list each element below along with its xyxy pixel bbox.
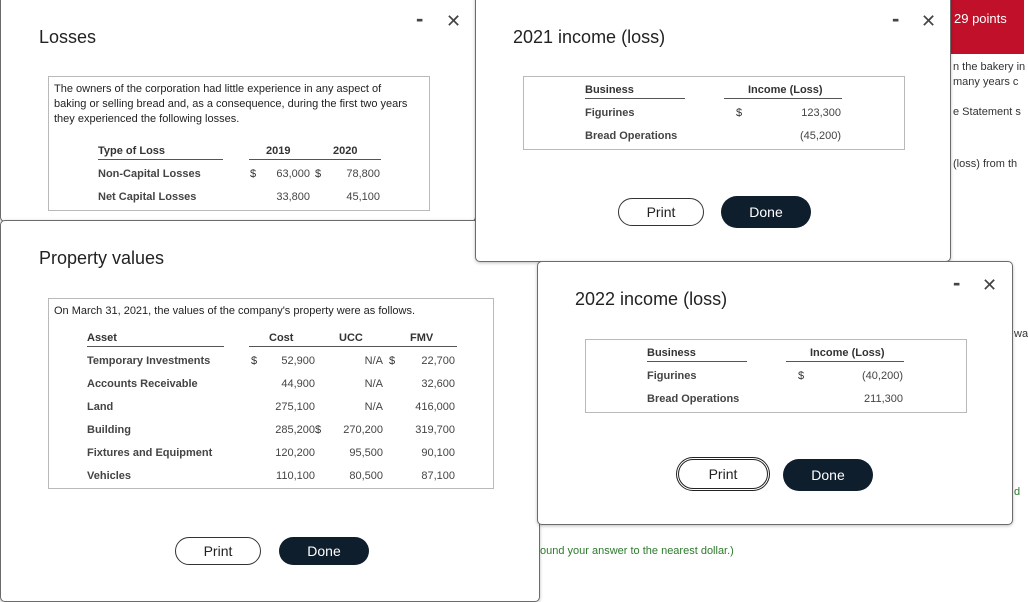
col-header-cost: Cost bbox=[269, 332, 294, 344]
done-button[interactable]: Done bbox=[279, 537, 369, 565]
asset-ucc: N/A bbox=[364, 355, 383, 367]
bg-snippet: n the bakery in bbox=[953, 61, 1026, 73]
asset-cost: 285,200 bbox=[275, 424, 315, 436]
bg-snippet: wa bbox=[1014, 328, 1028, 340]
done-button[interactable]: Done bbox=[721, 196, 811, 228]
col-header-2019: 2019 bbox=[266, 145, 291, 157]
bg-snippet: d bbox=[1014, 486, 1021, 498]
income-2022-dialog bbox=[537, 261, 1013, 525]
asset-ucc: 80,500 bbox=[349, 470, 383, 482]
losses-paragraph: The owners of the corporation had little experience in any aspect of baking or selling bread and, as a consequence, during the first two years they experienced the following losses. bbox=[54, 83, 408, 125]
print-button[interactable]: Print bbox=[618, 198, 704, 226]
income-value: (45,200) bbox=[800, 130, 841, 142]
row-label: Net Capital Losses bbox=[98, 191, 197, 203]
currency-sign: $ bbox=[251, 355, 258, 367]
col-header-business: Business bbox=[585, 84, 634, 96]
value-2020: 78,800 bbox=[346, 168, 380, 180]
property-paragraph: On March 31, 2021, the values of the company's property were as follows. bbox=[54, 305, 416, 317]
asset-ucc: 95,500 bbox=[349, 447, 383, 459]
dialog-title: Losses bbox=[39, 27, 97, 47]
asset-cost: 120,200 bbox=[275, 447, 315, 459]
value-2019: 33,800 bbox=[276, 191, 310, 203]
losses-dialog bbox=[0, 0, 476, 222]
currency-sign: $ bbox=[250, 168, 257, 180]
dialog-title: Property values bbox=[39, 248, 165, 268]
currency-sign: $ bbox=[798, 370, 805, 382]
income-2021-dialog bbox=[475, 0, 951, 262]
col-header-type: Type of Loss bbox=[98, 145, 166, 157]
losses-panel bbox=[48, 76, 430, 211]
minimize-icon[interactable]: - bbox=[416, 6, 424, 31]
done-button[interactable]: Done bbox=[783, 459, 873, 491]
row-label: Bread Operations bbox=[647, 393, 740, 405]
income-value: 211,300 bbox=[864, 393, 903, 405]
asset-name: Temporary Investments bbox=[87, 355, 211, 367]
asset-fmv: 90,100 bbox=[421, 447, 455, 459]
income-value: 123,300 bbox=[801, 107, 841, 119]
asset-fmv: 22,700 bbox=[421, 355, 455, 367]
close-icon[interactable]: ✕ bbox=[982, 275, 998, 295]
close-icon[interactable]: ✕ bbox=[921, 11, 937, 31]
points-label: 29 points bbox=[954, 11, 1007, 26]
asset-cost: 110,100 bbox=[276, 470, 315, 482]
asset-cost: 275,100 bbox=[275, 401, 315, 413]
asset-fmv: 416,000 bbox=[415, 401, 455, 413]
col-header-business: Business bbox=[647, 347, 696, 359]
asset-name: Building bbox=[87, 424, 131, 436]
points-badge bbox=[946, 0, 1024, 54]
asset-ucc: 270,200 bbox=[343, 424, 383, 436]
col-header-income: Income (Loss) bbox=[810, 347, 885, 359]
asset-ucc: N/A bbox=[364, 378, 383, 390]
property-values-dialog bbox=[0, 220, 540, 602]
print-button[interactable]: Print bbox=[676, 457, 770, 491]
row-label: Bread Operations bbox=[585, 130, 678, 142]
asset-fmv: 87,100 bbox=[421, 470, 455, 482]
close-icon[interactable]: ✕ bbox=[446, 11, 462, 31]
asset-fmv: 319,700 bbox=[415, 424, 455, 436]
asset-name: Fixtures and Equipment bbox=[87, 447, 213, 459]
asset-name: Accounts Receivable bbox=[87, 378, 198, 390]
print-button[interactable]: Print bbox=[175, 537, 261, 565]
income-2021-panel bbox=[523, 76, 905, 150]
rounding-instruction: ound your answer to the nearest dollar.) bbox=[540, 545, 734, 557]
bg-snippet: many years c bbox=[953, 76, 1019, 88]
currency-sign: $ bbox=[315, 424, 322, 436]
row-label: Non-Capital Losses bbox=[98, 168, 201, 180]
dialog-title: 2021 income (loss) bbox=[513, 27, 666, 47]
minimize-icon[interactable]: - bbox=[892, 6, 900, 31]
income-2022-panel bbox=[585, 339, 967, 413]
income-value: (40,200) bbox=[862, 370, 903, 382]
col-header-ucc: UCC bbox=[339, 332, 363, 344]
currency-sign: $ bbox=[315, 168, 322, 180]
col-header-fmv: FMV bbox=[410, 332, 434, 344]
asset-cost: 52,900 bbox=[281, 355, 315, 367]
value-2020: 45,100 bbox=[346, 191, 380, 203]
minimize-icon[interactable]: - bbox=[953, 270, 961, 295]
col-header-2020: 2020 bbox=[333, 145, 358, 157]
property-panel bbox=[48, 298, 494, 489]
asset-cost: 44,900 bbox=[281, 378, 315, 390]
asset-ucc: N/A bbox=[364, 401, 383, 413]
value-2019: 63,000 bbox=[276, 168, 310, 180]
asset-fmv: 32,600 bbox=[421, 378, 455, 390]
currency-sign: $ bbox=[389, 355, 396, 367]
row-label: Figurines bbox=[585, 107, 635, 119]
bg-snippet: (loss) from th bbox=[953, 158, 1018, 170]
asset-name: Vehicles bbox=[87, 470, 132, 482]
asset-name: Land bbox=[87, 401, 114, 413]
col-header-asset: Asset bbox=[87, 332, 117, 344]
bg-snippet: e Statement s bbox=[953, 106, 1021, 118]
col-header-income: Income (Loss) bbox=[748, 84, 823, 96]
dialog-title: 2022 income (loss) bbox=[575, 289, 728, 309]
currency-sign: $ bbox=[736, 107, 743, 119]
row-label: Figurines bbox=[647, 370, 697, 382]
